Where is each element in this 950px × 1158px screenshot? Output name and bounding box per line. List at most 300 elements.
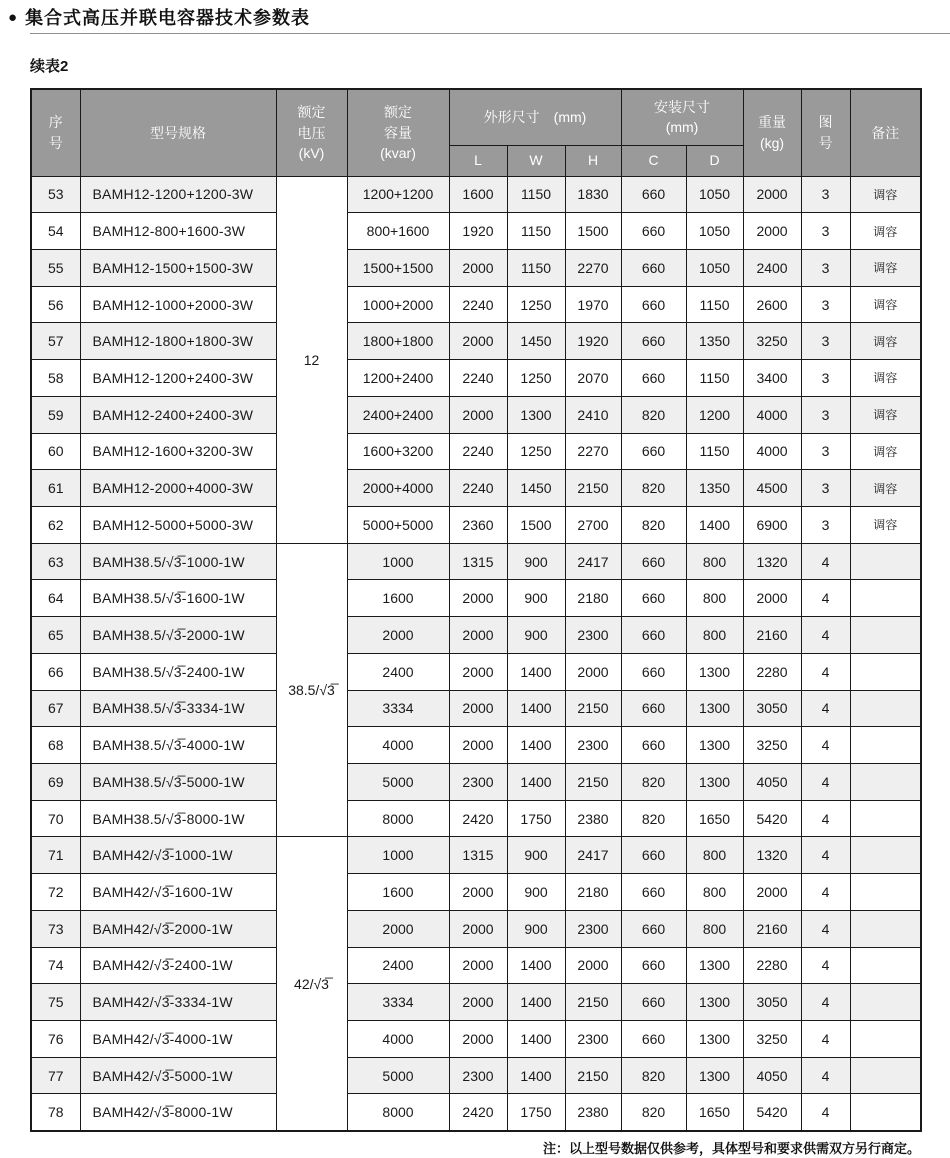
cell-dim-H: 2700 [565, 506, 621, 543]
table-row [31, 249, 921, 286]
cell-dim-W: 1250 [507, 433, 565, 470]
spec-table [30, 88, 922, 1132]
cell-dim-L: 2000 [449, 690, 507, 727]
cell-dim-H: 2300 [565, 617, 621, 654]
col-header-figure-no-line1: 图 [818, 114, 833, 131]
cell-dim-H: 2300 [565, 910, 621, 947]
col-header-weight-unit: (kg) [759, 134, 785, 151]
cell-dim-D: 1300 [686, 1021, 743, 1058]
cell-dim-L: 2240 [449, 470, 507, 507]
col-group-mounting-unit: (mm) [665, 119, 699, 136]
cell-dim-D: 1300 [686, 947, 743, 984]
cell-rated-capacity: 8000 [347, 800, 449, 837]
cell-dim-L: 2240 [449, 433, 507, 470]
cell-model: BAMH38.5/√3̅-4000-1W [80, 727, 276, 764]
cell-weight: 5420 [743, 1094, 801, 1131]
cell-rated-voltage: 42/√3̅ [276, 837, 347, 1131]
cell-rated-capacity: 800+1600 [347, 213, 449, 250]
cell-rated-voltage: 38.5/√3̅ [276, 543, 347, 837]
cell-figure-no: 4 [801, 1057, 850, 1094]
cell-dim-W: 1750 [507, 800, 565, 837]
cell-dim-W: 1400 [507, 653, 565, 690]
cell-dim-D: 800 [686, 580, 743, 617]
cell-model: BAMH42/√3̅-8000-1W [80, 1094, 276, 1131]
cell-dim-H: 1830 [565, 176, 621, 213]
cell-dim-L: 2000 [449, 249, 507, 286]
cell-dim-H: 1920 [565, 323, 621, 360]
table-row [31, 874, 921, 911]
cell-remark [850, 837, 921, 874]
header-row-top [31, 89, 921, 145]
cell-dim-H: 2150 [565, 984, 621, 1021]
cell-rated-capacity: 1500+1500 [347, 249, 449, 286]
cell-weight: 4500 [743, 470, 801, 507]
cell-remark: 调容 [850, 176, 921, 213]
cell-seq: 76 [31, 1021, 80, 1058]
cell-dim-L: 2000 [449, 910, 507, 947]
cell-dim-L: 2240 [449, 360, 507, 397]
cell-seq: 62 [31, 506, 80, 543]
cell-remark [850, 543, 921, 580]
table-row [31, 764, 921, 801]
cell-model: BAMH12-5000+5000-3W [80, 506, 276, 543]
cell-dim-W: 1750 [507, 1094, 565, 1131]
table-row [31, 396, 921, 433]
cell-dim-W: 1300 [507, 396, 565, 433]
cell-dim-H: 2417 [565, 837, 621, 874]
cell-dim-W: 900 [507, 580, 565, 617]
col-header-seq [31, 89, 80, 176]
cell-seq: 72 [31, 874, 80, 911]
table-row [31, 176, 921, 213]
cell-rated-capacity: 1200+2400 [347, 360, 449, 397]
cell-dim-H: 2180 [565, 580, 621, 617]
cell-dim-L: 2000 [449, 947, 507, 984]
col-header-rated-capacity-line1: 额定 [384, 104, 412, 121]
cell-seq: 77 [31, 1057, 80, 1094]
cell-rated-voltage: 12 [276, 176, 347, 543]
cell-figure-no: 3 [801, 286, 850, 323]
cell-dim-D: 800 [686, 837, 743, 874]
cell-model: BAMH42/√3̅-4000-1W [80, 1021, 276, 1058]
cell-dim-W: 900 [507, 910, 565, 947]
cell-weight: 2000 [743, 580, 801, 617]
cell-dim-D: 1350 [686, 470, 743, 507]
cell-dim-C: 660 [621, 176, 686, 213]
cell-rated-capacity: 2400+2400 [347, 396, 449, 433]
cell-remark: 调容 [850, 470, 921, 507]
cell-remark: 调容 [850, 213, 921, 250]
cell-seq: 56 [31, 286, 80, 323]
table-header [31, 89, 921, 176]
cell-dim-H: 2300 [565, 727, 621, 764]
cell-dim-H: 2150 [565, 764, 621, 801]
cell-dim-C: 660 [621, 323, 686, 360]
cell-weight: 3050 [743, 984, 801, 1021]
cell-dim-D: 800 [686, 543, 743, 580]
cell-rated-capacity: 8000 [347, 1094, 449, 1131]
cell-seq: 60 [31, 433, 80, 470]
cell-weight: 1320 [743, 543, 801, 580]
page-title-row [0, 4, 950, 30]
cell-weight: 6900 [743, 506, 801, 543]
cell-weight: 2160 [743, 910, 801, 947]
cell-figure-no: 4 [801, 617, 850, 654]
cell-remark [850, 1057, 921, 1094]
col-header-weight-line1: 重量 [758, 114, 787, 131]
col-header-rated-voltage-unit: (kV) [298, 144, 325, 161]
col-header-rated-voltage-line1: 额定 [297, 104, 326, 121]
cell-remark [850, 617, 921, 654]
cell-model: BAMH12-2000+4000-3W [80, 470, 276, 507]
cell-model: BAMH42/√3̅-5000-1W [80, 1057, 276, 1094]
cell-remark [850, 874, 921, 911]
cell-dim-L: 2420 [449, 800, 507, 837]
cell-weight: 3400 [743, 360, 801, 397]
cell-dim-C: 660 [621, 433, 686, 470]
cell-dim-W: 1150 [507, 213, 565, 250]
cell-weight: 3250 [743, 727, 801, 764]
cell-model: BAMH38.5/√3̅-3334-1W [80, 690, 276, 727]
cell-dim-H: 2417 [565, 543, 621, 580]
cell-rated-capacity: 5000+5000 [347, 506, 449, 543]
cell-model: BAMH42/√3̅-2000-1W [80, 910, 276, 947]
cell-dim-D: 1050 [686, 249, 743, 286]
cell-dim-D: 1300 [686, 984, 743, 1021]
table-row [31, 286, 921, 323]
cell-dim-W: 1150 [507, 176, 565, 213]
cell-dim-H: 2300 [565, 1021, 621, 1058]
cell-dim-W: 1450 [507, 323, 565, 360]
cell-weight: 2600 [743, 286, 801, 323]
cell-dim-D: 1300 [686, 764, 743, 801]
col-header-rated-voltage [276, 89, 347, 176]
table-row [31, 323, 921, 360]
cell-dim-C: 660 [621, 617, 686, 654]
cell-dim-D: 800 [686, 874, 743, 911]
cell-weight: 3250 [743, 323, 801, 360]
cell-remark: 调容 [850, 249, 921, 286]
cell-dim-H: 2150 [565, 690, 621, 727]
cell-remark: 调容 [850, 323, 921, 360]
col-header-dim-D: D [686, 145, 743, 176]
cell-dim-D: 800 [686, 617, 743, 654]
cell-dim-D: 1650 [686, 1094, 743, 1131]
cell-dim-W: 1400 [507, 727, 565, 764]
cell-remark [850, 947, 921, 984]
table-row [31, 470, 921, 507]
cell-model: BAMH38.5/√3̅-1000-1W [80, 543, 276, 580]
cell-seq: 78 [31, 1094, 80, 1131]
cell-model: BAMH12-800+1600-3W [80, 213, 276, 250]
cell-rated-capacity: 1600+3200 [347, 433, 449, 470]
cell-figure-no: 3 [801, 213, 850, 250]
cell-dim-L: 2420 [449, 1094, 507, 1131]
footnote: 注：以上型号数据仅供参考，具体型号和要求供需双方另行商定。 [542, 1140, 920, 1156]
cell-dim-D: 1300 [686, 1057, 743, 1094]
col-header-rated-capacity-unit: (kvar) [380, 144, 416, 161]
cell-dim-W: 1250 [507, 360, 565, 397]
cell-figure-no: 4 [801, 837, 850, 874]
col-header-seq-line2: 号 [48, 134, 63, 151]
cell-dim-C: 660 [621, 727, 686, 764]
cell-model: BAMH42/√3̅-3334-1W [80, 984, 276, 1021]
cell-dim-W: 1450 [507, 470, 565, 507]
col-header-remark: 备注 [850, 89, 921, 176]
cell-dim-D: 1200 [686, 396, 743, 433]
cell-rated-capacity: 1000 [347, 543, 449, 580]
table-row [31, 800, 921, 837]
cell-model: BAMH12-1800+1800-3W [80, 323, 276, 360]
cell-figure-no: 4 [801, 1094, 850, 1131]
cell-rated-capacity: 5000 [347, 764, 449, 801]
cell-dim-L: 2000 [449, 984, 507, 1021]
cell-model: BAMH42/√3̅-1600-1W [80, 874, 276, 911]
cell-dim-H: 1500 [565, 213, 621, 250]
cell-model: BAMH12-1500+1500-3W [80, 249, 276, 286]
cell-remark [850, 653, 921, 690]
cell-dim-D: 1150 [686, 286, 743, 323]
cell-model: BAMH12-1000+2000-3W [80, 286, 276, 323]
continued-table-label: 续表2 [30, 58, 69, 75]
cell-remark [850, 764, 921, 801]
cell-figure-no: 3 [801, 176, 850, 213]
cell-seq: 67 [31, 690, 80, 727]
table-row [31, 506, 921, 543]
cell-dim-C: 660 [621, 910, 686, 947]
cell-figure-no: 3 [801, 506, 850, 543]
cell-weight: 2000 [743, 874, 801, 911]
table-body [31, 176, 921, 1131]
cell-rated-capacity: 4000 [347, 1021, 449, 1058]
cell-weight: 2400 [743, 249, 801, 286]
cell-dim-C: 660 [621, 653, 686, 690]
cell-dim-L: 2240 [449, 286, 507, 323]
cell-seq: 66 [31, 653, 80, 690]
cell-remark [850, 1094, 921, 1131]
cell-dim-H: 2150 [565, 470, 621, 507]
cell-rated-capacity: 5000 [347, 1057, 449, 1094]
cell-model: BAMH38.5/√3̅-2400-1W [80, 653, 276, 690]
title-divider [30, 33, 950, 34]
cell-dim-C: 820 [621, 764, 686, 801]
cell-weight: 4000 [743, 433, 801, 470]
cell-dim-C: 820 [621, 506, 686, 543]
cell-model: BAMH42/√3̅-2400-1W [80, 947, 276, 984]
cell-dim-L: 2000 [449, 580, 507, 617]
cell-dim-L: 2300 [449, 1057, 507, 1094]
cell-seq: 64 [31, 580, 80, 617]
cell-figure-no: 4 [801, 1021, 850, 1058]
col-header-dim-C: C [621, 145, 686, 176]
col-group-mounting-dimensions [621, 89, 743, 145]
cell-dim-L: 2000 [449, 874, 507, 911]
cell-seq: 58 [31, 360, 80, 397]
bullet-icon: ● [8, 8, 18, 26]
cell-weight: 2280 [743, 947, 801, 984]
cell-dim-H: 2410 [565, 396, 621, 433]
cell-rated-capacity: 2000 [347, 910, 449, 947]
col-header-weight [743, 89, 801, 176]
cell-dim-W: 1400 [507, 947, 565, 984]
cell-weight: 3250 [743, 1021, 801, 1058]
cell-dim-L: 2000 [449, 653, 507, 690]
cell-dim-W: 1400 [507, 1021, 565, 1058]
cell-weight: 4050 [743, 1057, 801, 1094]
cell-dim-W: 1500 [507, 506, 565, 543]
cell-rated-capacity: 1800+1800 [347, 323, 449, 360]
cell-remark [850, 800, 921, 837]
cell-dim-C: 820 [621, 800, 686, 837]
table-row [31, 653, 921, 690]
table-row [31, 617, 921, 654]
col-header-figure-no [801, 89, 850, 176]
cell-dim-W: 1250 [507, 286, 565, 323]
cell-remark: 调容 [850, 286, 921, 323]
cell-seq: 59 [31, 396, 80, 433]
cell-rated-capacity: 2400 [347, 653, 449, 690]
cell-dim-D: 1350 [686, 323, 743, 360]
cell-dim-C: 660 [621, 947, 686, 984]
table-row [31, 984, 921, 1021]
cell-remark [850, 580, 921, 617]
table-row [31, 837, 921, 874]
cell-seq: 73 [31, 910, 80, 947]
cell-weight: 4000 [743, 396, 801, 433]
cell-dim-W: 900 [507, 837, 565, 874]
col-header-model: 型号规格 [80, 89, 276, 176]
cell-dim-C: 660 [621, 984, 686, 1021]
table-row [31, 727, 921, 764]
cell-rated-capacity: 3334 [347, 984, 449, 1021]
cell-dim-L: 1315 [449, 543, 507, 580]
cell-dim-L: 1600 [449, 176, 507, 213]
cell-dim-L: 2360 [449, 506, 507, 543]
cell-dim-L: 2000 [449, 727, 507, 764]
col-header-seq-line1: 序 [48, 114, 63, 131]
cell-weight: 2280 [743, 653, 801, 690]
cell-dim-D: 1300 [686, 653, 743, 690]
cell-rated-capacity: 1000 [347, 837, 449, 874]
cell-dim-W: 900 [507, 617, 565, 654]
cell-dim-C: 660 [621, 286, 686, 323]
cell-dim-C: 820 [621, 470, 686, 507]
cell-dim-C: 820 [621, 396, 686, 433]
cell-weight: 1320 [743, 837, 801, 874]
cell-seq: 68 [31, 727, 80, 764]
cell-dim-D: 1300 [686, 727, 743, 764]
cell-figure-no: 3 [801, 249, 850, 286]
cell-dim-H: 2000 [565, 653, 621, 690]
cell-dim-C: 820 [621, 1057, 686, 1094]
cell-rated-capacity: 2000 [347, 617, 449, 654]
cell-weight: 2000 [743, 176, 801, 213]
cell-figure-no: 4 [801, 727, 850, 764]
cell-figure-no: 3 [801, 470, 850, 507]
table-row [31, 213, 921, 250]
cell-dim-D: 1050 [686, 213, 743, 250]
cell-model: BAMH12-1200+1200-3W [80, 176, 276, 213]
cell-remark [850, 910, 921, 947]
cell-model: BAMH38.5/√3̅-5000-1W [80, 764, 276, 801]
cell-remark: 调容 [850, 506, 921, 543]
cell-remark [850, 727, 921, 764]
cell-figure-no: 4 [801, 690, 850, 727]
cell-dim-W: 1150 [507, 249, 565, 286]
cell-figure-no: 3 [801, 323, 850, 360]
cell-figure-no: 3 [801, 396, 850, 433]
cell-seq: 57 [31, 323, 80, 360]
cell-dim-H: 1970 [565, 286, 621, 323]
cell-figure-no: 4 [801, 800, 850, 837]
cell-weight: 2160 [743, 617, 801, 654]
col-group-outline-dimensions: 外形尺寸 (mm) [449, 89, 621, 145]
cell-dim-W: 1400 [507, 1057, 565, 1094]
cell-rated-capacity: 2400 [347, 947, 449, 984]
cell-seq: 74 [31, 947, 80, 984]
cell-figure-no: 4 [801, 947, 850, 984]
cell-dim-W: 1400 [507, 690, 565, 727]
cell-dim-C: 660 [621, 690, 686, 727]
col-header-dim-L: L [449, 145, 507, 176]
cell-dim-L: 1315 [449, 837, 507, 874]
cell-dim-L: 2000 [449, 1021, 507, 1058]
cell-rated-capacity: 1600 [347, 874, 449, 911]
cell-dim-H: 2380 [565, 1094, 621, 1131]
cell-dim-C: 660 [621, 543, 686, 580]
cell-remark [850, 1021, 921, 1058]
table-row [31, 947, 921, 984]
cell-model: BAMH12-1200+2400-3W [80, 360, 276, 397]
cell-dim-L: 1920 [449, 213, 507, 250]
col-group-mounting-line1: 安装尺寸 [654, 98, 711, 115]
cell-seq: 75 [31, 984, 80, 1021]
cell-dim-W: 1400 [507, 984, 565, 1021]
cell-rated-capacity: 2000+4000 [347, 470, 449, 507]
cell-model: BAMH12-2400+2400-3W [80, 396, 276, 433]
cell-dim-D: 1150 [686, 360, 743, 397]
table-row [31, 433, 921, 470]
cell-dim-H: 2180 [565, 874, 621, 911]
cell-figure-no: 3 [801, 433, 850, 470]
cell-remark: 调容 [850, 360, 921, 397]
cell-seq: 71 [31, 837, 80, 874]
table-row [31, 690, 921, 727]
cell-dim-L: 2300 [449, 764, 507, 801]
cell-seq: 54 [31, 213, 80, 250]
cell-model: BAMH38.5/√3̅-8000-1W [80, 800, 276, 837]
cell-dim-D: 1150 [686, 433, 743, 470]
cell-seq: 61 [31, 470, 80, 507]
cell-remark: 调容 [850, 396, 921, 433]
cell-seq: 70 [31, 800, 80, 837]
col-header-rated-capacity [347, 89, 449, 176]
table-row [31, 1094, 921, 1131]
table-row [31, 543, 921, 580]
cell-dim-H: 2270 [565, 433, 621, 470]
cell-model: BAMH38.5/√3̅-2000-1W [80, 617, 276, 654]
cell-rated-capacity: 4000 [347, 727, 449, 764]
cell-weight: 5420 [743, 800, 801, 837]
col-header-rated-capacity-line2: 容量 [384, 124, 412, 141]
cell-dim-H: 2380 [565, 800, 621, 837]
table-row [31, 1021, 921, 1058]
cell-remark: 调容 [850, 433, 921, 470]
cell-dim-W: 900 [507, 543, 565, 580]
cell-dim-C: 660 [621, 249, 686, 286]
cell-figure-no: 4 [801, 910, 850, 947]
cell-seq: 69 [31, 764, 80, 801]
